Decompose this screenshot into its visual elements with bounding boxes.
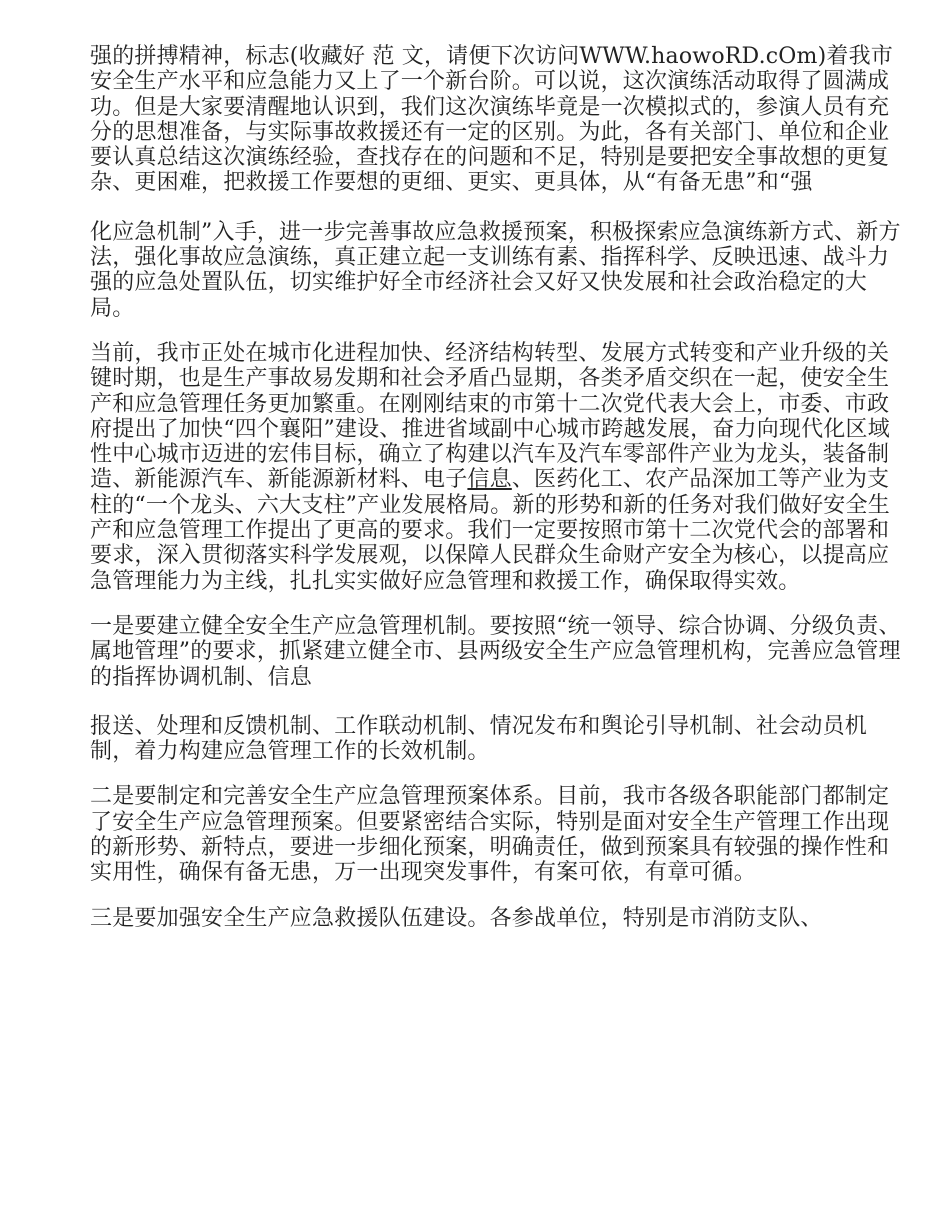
paragraph-6 (90, 784, 905, 885)
paragraph-2 (90, 220, 905, 321)
paragraph-1 (90, 44, 905, 196)
paragraph-3 (90, 341, 905, 594)
paragraph-text: 一是要建立健全安全生产应急管理机制。要按照“统一领导、综合协调、分级负责、属地管理”的要求，抓紧建立健全市、县两级安全生产应急管理机构，完善应急管理的指挥协调机制、信息 (90, 613, 901, 690)
paragraph-text: 强的拼搏精神，标志(收藏好 范 文，请便下次访问WWW.haowoRD.cOm)着我市安全生产水平和应急能力又上了一个新台阶。可以说，这次演练活动取得了圆满成功。但是大家要清醒地认识到，我们这次演练毕竟是一次模拟式的，参演人员有充分的思想准备，与实际事故救援还有一定的区别。为此，各有关部门、单位和企业要认真总结这次演练经验，查找存在的问题和不足，特别是要把安全事故想的更复杂、更困难，把救援工作要想的更细、更实、更具体，从“有备无患”和“强 (90, 44, 893, 196)
info-link[interactable]: 信息 (467, 467, 512, 493)
paragraph-5 (90, 714, 905, 765)
paragraph-text: 报送、处理和反馈机制、工作联动机制、情况发布和舆论引导机制、社会动员机制，着力构建应急管理工作的长效机制。 (90, 713, 868, 765)
document-page (90, 44, 905, 951)
paragraph-text: 化应急机制”入手，进一步完善事故应急救援预案，积极探索应急演练新方式、新方法，强化事故应急演练，真正建立起一支训练有素、指挥科学、反映迅速、战斗力强的应急处置队伍，切实维护好全市经济社会又好又快发展和社会政治稳定的大局。 (90, 219, 901, 321)
paragraph-text: 当前，我市正处在城市化进程加快、经济结构转型、发展方式转变和产业升级的关键时期，也是生产事故易发期和社会矛盾凸显期，各类矛盾交织在一起，使安全生产和应急管理任务更加繁重。在刚刚结束的市第十二次党代表大会上，市委、市政府提出了加快“四个襄阳”建设、推进省域副中心城市跨越发展，奋力向现代化区域性中心城市迈进的宏伟目标，确立了构建以汽车及汽车零部件产业为龙头，装备制造、新能源汽车、新能源新材料、电子 (90, 340, 890, 493)
paragraph-text: 二是要制定和完善安全生产应急管理预案体系。目前，我市各级各职能部门都制定了安全生产应急管理预案。但要紧密结合实际，特别是面对安全生产管理工作出现的新形势、新特点，要进一步细化预案，明确责任，做到预案具有较强的操作性和实用性，确保有备无患，万一出现突发事件，有案可依，有章可循。 (90, 784, 890, 886)
paragraph-text: 、医药化工、农产品深加工等产业为支柱的“一个龙头、六大支柱”产业发展格局。新的形势和新的任务对我们做好安全生产和应急管理工作提出了更高的要求。我们一定要按照市第十二次党代会的部署和要求，深入贯彻落实科学发展观，以保障人民群众生命财产安全为核心，以提高应急管理能力为主线，扎扎实实做好应急管理和救援工作，确保取得实效。 (90, 467, 890, 594)
paragraph-7 (90, 906, 905, 931)
paragraph-4 (90, 614, 905, 690)
paragraph-text: 三是要加强安全生产应急救援队伍建设。各参战单位，特别是市消防支队、 (90, 905, 823, 931)
